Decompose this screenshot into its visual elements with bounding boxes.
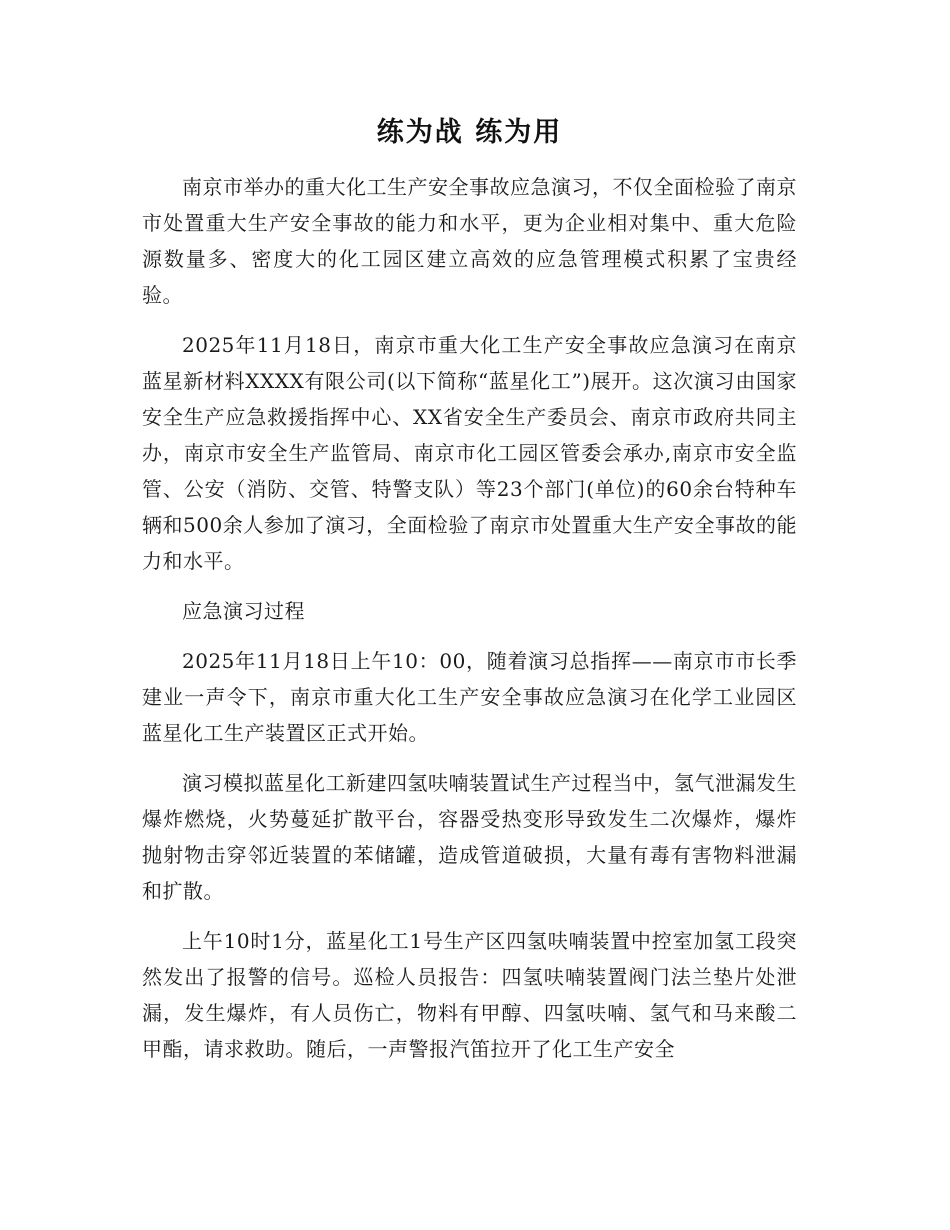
document-body bbox=[142, 108, 797, 1081]
document-title: 练为战 练为用 bbox=[376, 117, 563, 148]
paragraph-drill-start: 2025年11月18日上午10：00，随着演习总指挥——南京市市长季建业一声令下，南京市重大化工生产安全事故应急演习在化学工业园区蓝星化工生产装置区正式开始。 bbox=[142, 649, 797, 745]
section-heading-drill-process: 应急演习过程 bbox=[182, 599, 305, 623]
paragraph-drill-scenario: 演习模拟蓝星化工新建四氢呋喃装置试生产过程当中，氢气泄漏发生爆炸燃烧，火势蔓延扩散平台，容器受热变形导致发生二次爆炸，爆炸抛射物击穿邻近装置的苯储罐，造成管道破损，大量有毒有害物料泄漏和扩散。 bbox=[142, 771, 797, 903]
paragraph-intro: 南京市举办的重大化工生产安全事故应急演习，不仅全面检验了南京市处置重大生产安全事故的能力和水平，更为企业相对集中、重大危险源数量多、密度大的化工园区建立高效的应急管理模式积累了宝贵经验。 bbox=[142, 175, 797, 307]
paragraph-event-overview: 2025年11月18日，南京市重大化工生产安全事故应急演习在南京蓝星新材料XXXX有限公司(以下简称“蓝星化工”)展开。这次演习由国家安全生产应急救援指挥中心、XX省安全生产委员会、南京市政府共同主办，南京市安全生产监管局、南京市化工园区管委会承办,南京市安全监管、公安（消防、交管、特警支队）等23个部门(单位)的60余台特种车辆和500余人参加了演习，全面检验了南京市处置重大生产安全事故的能力和水平。 bbox=[142, 333, 797, 573]
paragraph-alarm-report: 上午10时1分，蓝星化工1号生产区四氢呋喃装置中控室加氢工段突然发出了报警的信号。巡检人员报告：四氢呋喃装置阀门法兰垫片处泄漏，发生爆炸，有人员伤亡，物料有甲醇、四氢呋喃、氢气和马来酸二甲酯，请求救助。随后，一声警报汽笛拉开了化工生产安全 bbox=[142, 929, 797, 1061]
